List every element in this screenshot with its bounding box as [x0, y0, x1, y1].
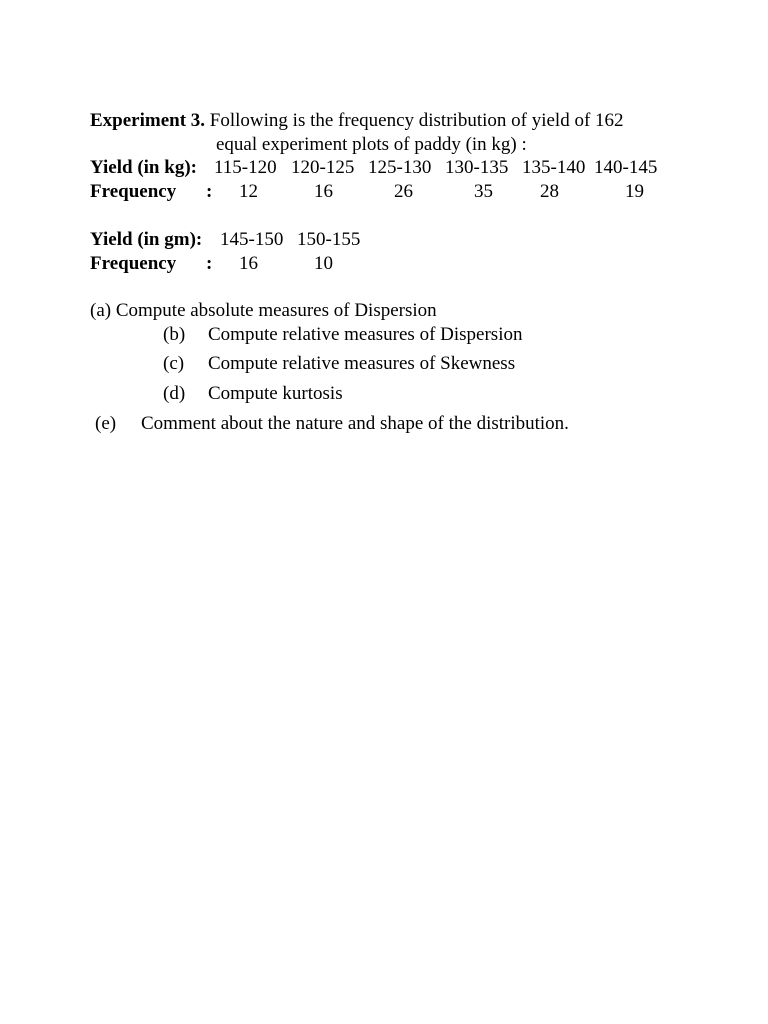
yield-class: 120-125: [291, 157, 355, 178]
question-c-text: Compute relative measures of Skewness: [208, 353, 516, 374]
frequency-value: 28: [540, 181, 559, 202]
frequency-value: 35: [474, 181, 493, 202]
yield-class: 150-155: [297, 229, 361, 250]
frequency-colon: :: [206, 181, 213, 202]
frequency-value: 10: [314, 253, 333, 274]
question-e-text: Comment about the nature and shape of the distribution.: [141, 413, 569, 434]
frequency-colon: :: [206, 253, 213, 274]
yield-class: 115-120: [214, 157, 277, 178]
question-b-text: Compute relative measures of Dispersion: [208, 324, 523, 345]
yield-class: 130-135: [445, 157, 509, 178]
frequency-value: 16: [239, 253, 258, 274]
yield-class: 125-130: [368, 157, 432, 178]
frequency-label: Frequency: [90, 181, 177, 202]
question-d-marker: (d): [163, 383, 186, 404]
experiment-intro-line2: equal experiment plots of paddy (in kg) :: [216, 134, 527, 155]
yield-gm-label: Yield (in gm):: [90, 229, 203, 250]
experiment-heading: [90, 109, 624, 133]
question-d-text: Compute kurtosis: [208, 383, 343, 404]
yield-class: 135-140: [522, 157, 586, 178]
question-b-marker: (b): [163, 324, 186, 345]
frequency-value: 19: [625, 181, 644, 202]
frequency-label: Frequency: [90, 253, 177, 274]
yield-class: 140-145: [594, 157, 658, 178]
experiment-label: Experiment 3.: [90, 110, 206, 131]
question-e-marker: (e): [95, 413, 117, 434]
frequency-value: 26: [394, 181, 413, 202]
question-a: (a) Compute absolute measures of Dispersion: [90, 300, 437, 321]
experiment-intro-line1: Following is the frequency distribution of yield of 162: [209, 110, 624, 131]
frequency-value: 16: [314, 181, 333, 202]
yield-kg-label: Yield (in kg):: [90, 157, 197, 178]
question-c-marker: (c): [163, 353, 185, 374]
yield-class: 145-150: [220, 229, 284, 250]
frequency-value: 12: [239, 181, 258, 202]
